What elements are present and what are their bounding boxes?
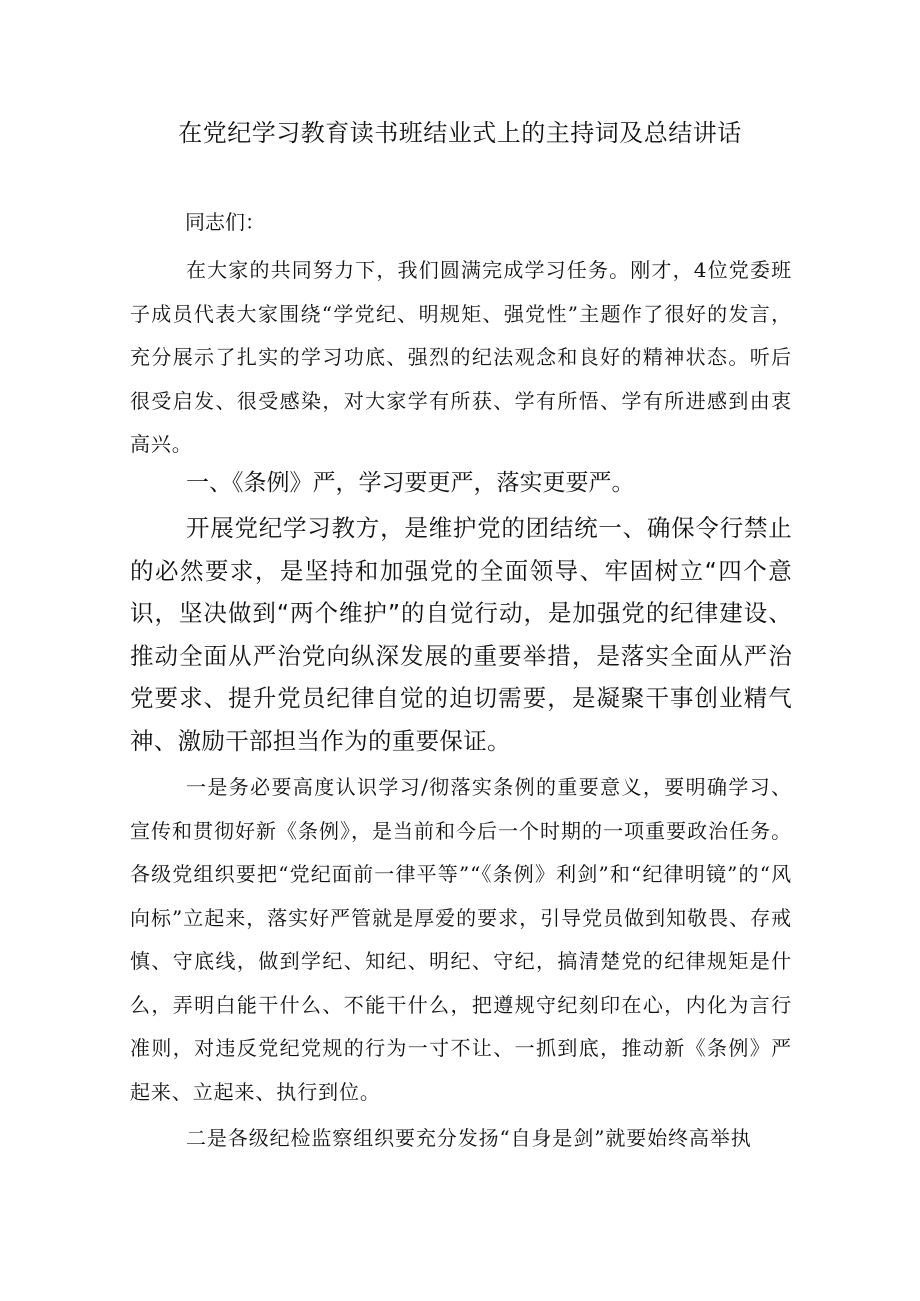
section-heading-one: 一、《条例》严，学习要更严，落实更要严。 [186,470,635,496]
document-title: 在党纪学习教育读书班结业式上的主持词及总结讲话 [178,119,742,147]
point-two-paragraph: 二是各级纪检监察组织要充分发扬“自身是剑”就要始终高举执 [186,1126,752,1150]
section-one-paragraph: 开展党纪学习教方，是维护党的团结统一、确保令行禁止的必然要求，是坚持和加强党的全面领导、牢固树立“四个意识，坚决做到“两个维护”的自觉行动，是加强党的纪律建设、推动全面从严治党向纵深发展的重要举措，是落实全面从严治党要求、提升党员纪律自觉的迫切需要，是凝聚干事创业精气神、激励干部担当作为的重要保证。 [130,514,792,755]
point-one-paragraph: 一是务必要高度认识学习/彻落实条例的重要意义，要明确学习、宣传和贯彻好新《条例》，是当前和今后一个时期的一项重要政治任务。各级党组织要把“党纪面前一律平等”“《条例》利剑”和“纪律明镜”的“风向标”立起来，落实好严管就是厚爱的要求，引导党员做到知敬畏、存戒慎、守底线，做到学纪、知纪、明纪、守纪，搞清楚党的纪律规矩是什么，弄明白能干什么、不能干什么，把遵规守纪刻印在心，内化为言行准则，对违反党纪党规的行为一寸不让、一抓到底，推动新《条例》严起来、立起来、执行到位。 [130,775,792,1104]
intro-paragraph: 在大家的共同努力下，我们圆满完成学习任务。刚才，4位党委班子成员代表大家围绕“学党纪、明规矩、强党性”主题作了很好的发言，充分展示了扎实的学习功底、强烈的纪法观念和良好的精神状态。听后很受启发、很受感染，对大家学有所获、学有所悟、学有所进感到由衷高兴。 [130,258,792,456]
salutation: 同志们： [185,210,265,234]
